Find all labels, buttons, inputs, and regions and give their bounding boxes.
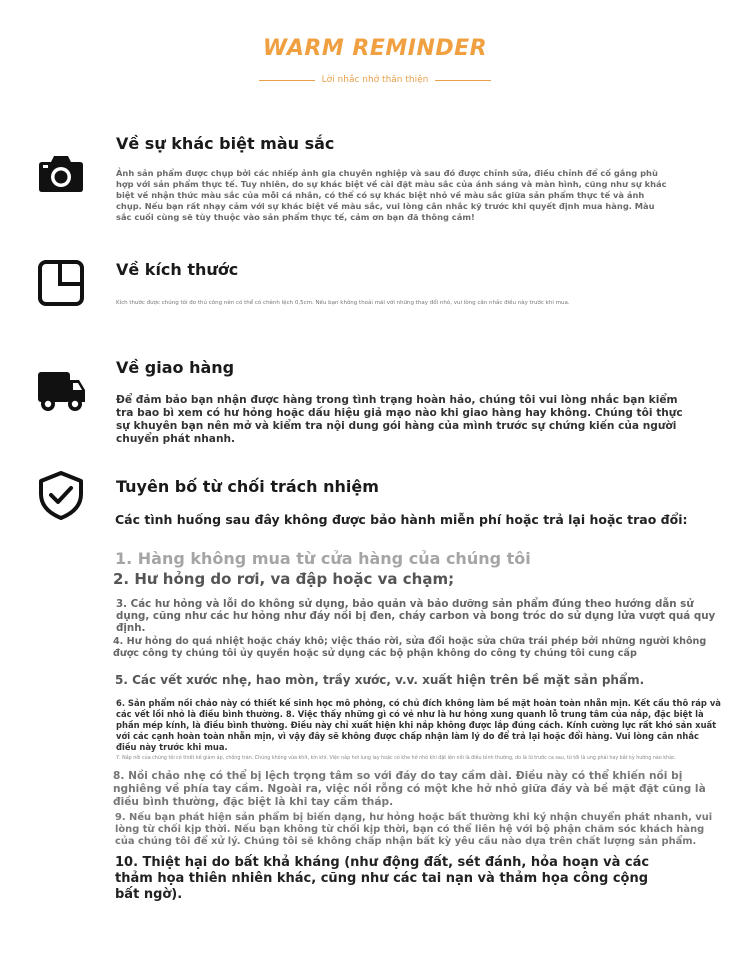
disclaimer-item-6: 6. Sản phẩm nồi chảo này có thiết kế sinh học mô phỏng, có chủ đích không làm bề mặt hoàn toàn nhẵn mịn. Kết cấu thô ráp và các vết lồi nhỏ là điều bình thường. 8. Việc thấy những gì có vẻ như là hư hỏng xung quanh lỗ trung tâm của nắp, đặc biệt là phần mép kính, là điều bình thường. Điều này chỉ xuất hiện khi nắp không được lắp đúng cách. Kính cường lực rất khó sản xuất với các cạnh hoàn toàn nhẵn mịn, vì vậy đây sẽ không được chấp nhận làm lý do để trả lại hoặc đổi hàng. Vui lòng cân nhắc điều này trước khi mua. <box>116 698 721 752</box>
section-title-size: Về kích thước <box>116 260 239 279</box>
camera-icon <box>36 149 86 199</box>
disclaimer-item-3: 3. Các hư hỏng và lỗi do không sử dụng, bảo quản và bảo dưỡng sản phẩm đúng theo hướng dẫn sử dụng, cũng như các hư hỏng như đáy nồi bị đen, cháy carbon và bong tróc do sử dụng lửa vượt quá quy định. <box>116 598 716 634</box>
section-title-color: Về sự khác biệt màu sắc <box>116 134 335 153</box>
subtitle: Lời nhắc nhở thân thiện <box>321 75 429 85</box>
subtitle-row <box>0 75 750 85</box>
disclaimer-item-1: 1. Hàng không mua từ cửa hàng của chúng tôi <box>115 549 531 568</box>
disclaimer-item-4: 4. Hư hỏng do quá nhiệt hoặc cháy khô; việc tháo rời, sửa đổi hoặc sửa chữa trái phép bởi những người không được công ty chúng tôi ủy quyền hoặc sử dụng các bộ phận không do công ty chúng tôi cung cấp <box>113 636 707 659</box>
disclaimer-item-10: 10. Thiệt hại do bất khả kháng (như động đất, sét đánh, hỏa hoạn và các thảm họa thiên nhiên khác, cũng như các tai nạn và thảm họa công cộng bất ngờ). <box>115 855 650 902</box>
left-rule <box>259 80 315 81</box>
disclaimer-item-2: 2. Hư hỏng do rơi, va đập hoặc va chạm; <box>113 570 455 588</box>
header <box>0 36 750 85</box>
section-text-color: Ảnh sản phẩm được chụp bởi các nhiếp ảnh gia chuyên nghiệp và sau đó được chỉnh sửa, điều chỉnh để cố gắng phù hợp với sản phẩm thực tế. Tuy nhiên, do sự khác biệt về cài đặt màu sắc của ánh sáng và màn hình, cũng như sự khác biệt về nhận thức màu sắc của mỗi cá nhân, có thể có sự khác biệt nhỏ về màu sắc giữa sản phẩm thực tế và ảnh chụp. Nếu bạn rất nhạy cảm với sự khác biệt về màu sắc, vui lòng cân nhắc kỹ trước khi quyết định mua hàng. Màu sắc cuối cùng sẽ tùy thuộc vào sản phẩm thực tế, cảm ơn bạn đã thông cảm! <box>116 168 667 222</box>
section-text-size: Kích thước được chúng tôi đo thủ công nên có thể có chênh lệch 0,5cm. Nếu bạn không thoải mái với những thay đổi nhỏ, vui lòng cân nhắc điều này trước khi mua. <box>116 300 570 306</box>
disclaimer-item-5: 5. Các vết xước nhẹ, hao mòn, trầy xước, v.v. xuất hiện trên bề mặt sản phẩm. <box>115 673 645 687</box>
disclaimer-item-8: 8. Nồi chảo nhẹ có thể bị lệch trọng tâm so với đáy do tay cầm dài. Điều này có thể khiến nồi bị nghiêng về phía tay cầm. Ngoài ra, việc nồi rỗng có một khe hở nhỏ giữa đáy và bề mặt đặt cũng là điều bình thường, đặc biệt là khi tay cầm tháp. <box>113 770 706 808</box>
section-text-delivery: Để đảm bảo bạn nhận được hàng trong tình trạng hoàn hảo, chúng tôi vui lòng nhắc bạn kiểm tra bao bì xem có hư hỏng hoặc dấu hiệu giả mạo nào khi giao hàng hay không. Chúng tôi thực sự khuyên bạn nên mở và kiểm tra nội dung gói hàng của mình trước sự chứng kiến của người chuyển phát nhanh. <box>116 394 683 445</box>
size-icon <box>36 258 86 308</box>
section-title-disclaimer: Tuyên bố từ chối trách nhiệm <box>116 477 379 496</box>
disclaimer-intro: Các tình huống sau đây không được bảo hành miễn phí hoặc trả lại hoặc trao đổi: <box>115 512 688 527</box>
section-title-delivery: Về giao hàng <box>116 358 235 377</box>
shield-check-icon <box>36 470 86 520</box>
truck-icon <box>36 366 86 416</box>
right-rule <box>435 80 491 81</box>
disclaimer-item-7: 7. Nắp nồi của chúng tôi có thiết kế giảm áp, chống tràn. Chúng không vừa khít, kín khí. Việc nắp hơi lung lay hoặc có khe hở nhỏ khi đặt lên nồi là điều bình thường, do là lừ trước ca sau, từ tối là ung phải hay bắt kỳ hướng nào khác. <box>116 756 677 761</box>
disclaimer-item-9: 9. Nếu bạn phát hiện sản phẩm bị biến dạng, hư hỏng hoặc bất thường khi ký nhận chuyển phát nhanh, vui lòng từ chối kịp thời. Nếu bạn không từ chối kịp thời, bạn có thể liên hệ với bộ phận chăm sóc khách hàng của chúng tôi để xử lý. Chúng tôi sẽ không chấp nhận bất kỳ yêu cầu nào dựa trên chất lượng sản phẩm. <box>115 812 713 847</box>
brand-title: WARM REMINDER <box>262 36 488 61</box>
